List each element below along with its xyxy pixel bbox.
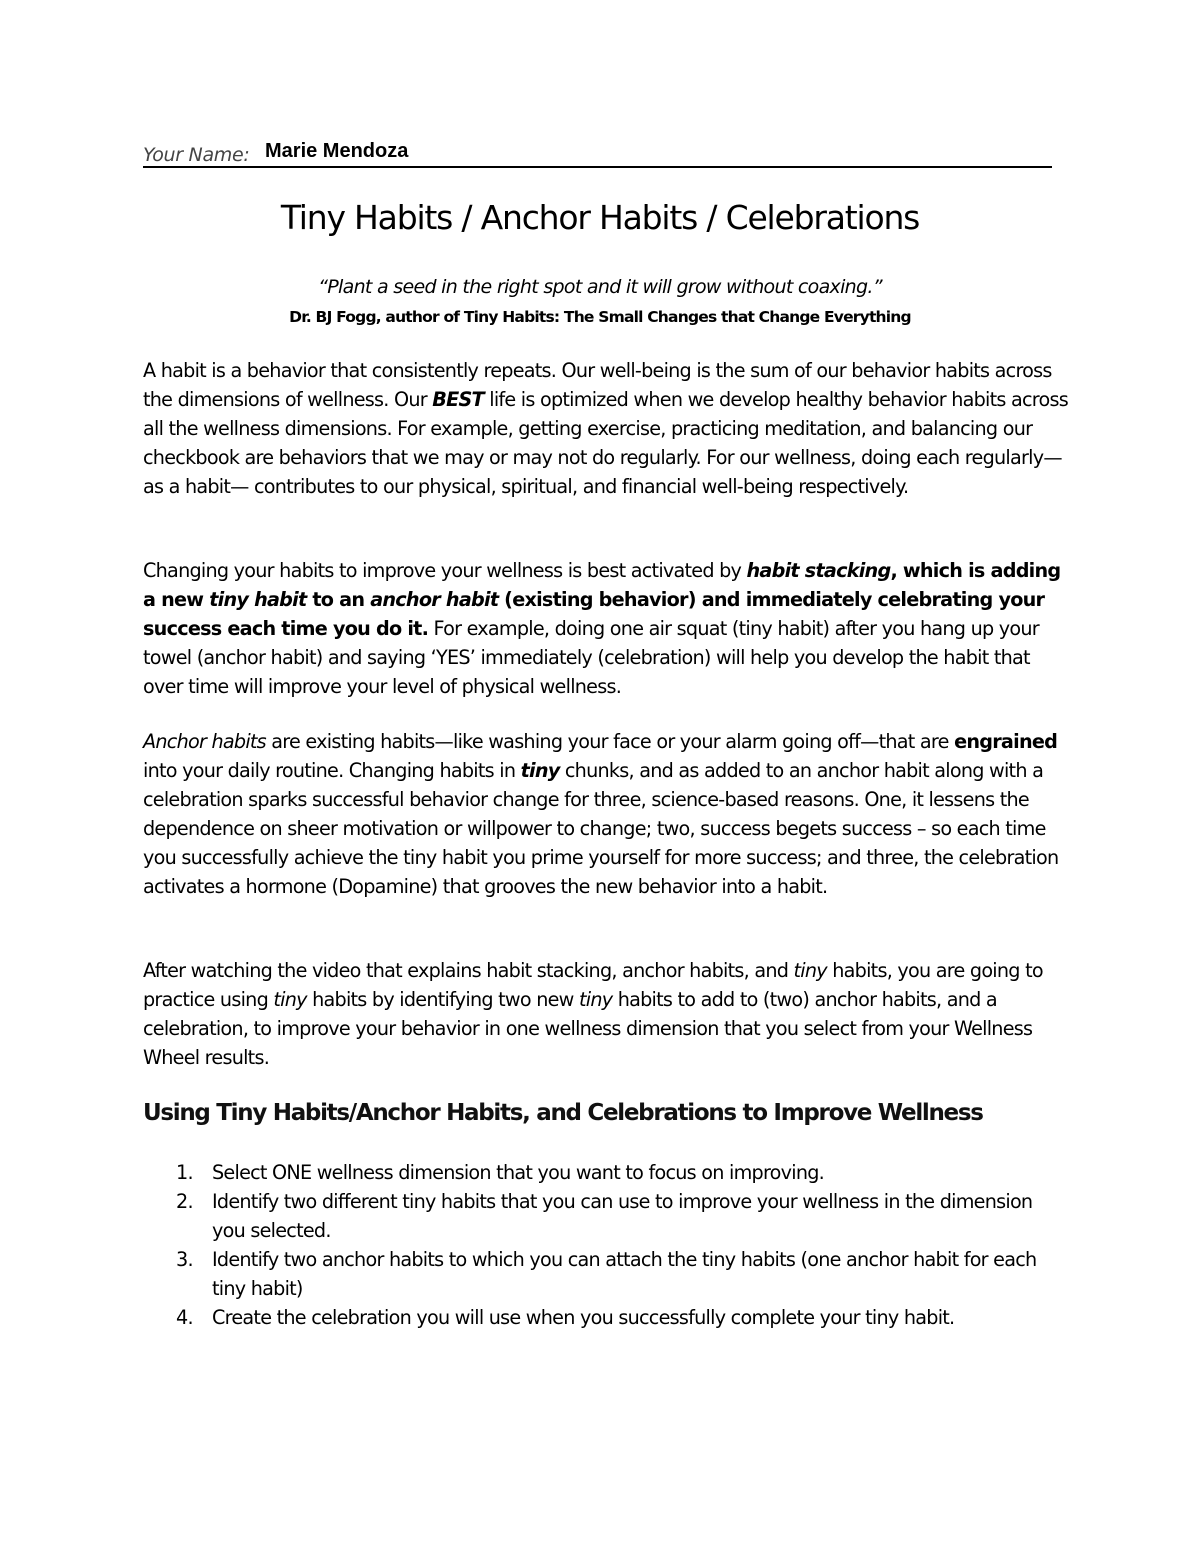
p4-text-4: habits to add to (two) anchor habits, and a celebration, to improve your behavior in one wellness dimension that you select from your Wellness Wheel results. bbox=[143, 988, 1033, 1069]
tiny-term-2: tiny bbox=[273, 988, 307, 1011]
p3-text-3: chunks, and as added to an anchor habit along with a celebration sparks successful behavior change for three, science-based reasons. One, it lessens the dependence on sheer motivation or willpower to change; two, success begets success – so each time you successfully achieve the tiny habit you prime yourself for more success; and three, the celebration activates a hormone (Dopamine) that grooves the new behavior into a habit. bbox=[143, 759, 1059, 898]
step-text: Identify two anchor habits to which you can attach the tiny habits (one anchor habit for each tiny habit) bbox=[212, 1248, 1037, 1300]
step-number: 4. bbox=[176, 1306, 193, 1329]
tiny-term-3: tiny bbox=[578, 988, 613, 1011]
steps-list bbox=[143, 1158, 1068, 1332]
list-item bbox=[143, 1245, 1068, 1303]
step-number: 2. bbox=[176, 1190, 193, 1213]
anchor-habits-term: Anchor habits bbox=[143, 730, 266, 753]
habit-stacking-term: habit stacking bbox=[746, 559, 891, 582]
step-text: Identify two different tiny habits that you can use to improve your wellness in the dimension you selected. bbox=[212, 1190, 1033, 1242]
engrained-term: engrained bbox=[954, 730, 1058, 753]
p2-bold-2: to an bbox=[306, 588, 371, 611]
list-item bbox=[143, 1187, 1068, 1245]
list-item bbox=[143, 1158, 1068, 1187]
p3-text-1: are existing habits—like washing your face or your alarm going off—that are bbox=[265, 730, 955, 753]
best-emphasis: BEST bbox=[432, 388, 484, 411]
paragraph-habit-stacking bbox=[143, 556, 1068, 701]
p1-text-1: A habit is a behavior that consistently repeats. Our well-being is the sum of our behavior habits across the dimensions of wellness. Our bbox=[143, 359, 1052, 411]
step-text: Create the celebration you will use when you successfully complete your tiny habit. bbox=[212, 1306, 955, 1329]
anchor-habit-term: anchor habit bbox=[370, 588, 499, 611]
p2-bold-1: , which is adding a new bbox=[143, 559, 1061, 611]
p4-text-1: After watching the video that explains habit stacking, anchor habits, and bbox=[143, 959, 794, 982]
page-title: Tiny Habits / Anchor Habits / Celebrations bbox=[280, 198, 920, 237]
quote: “Plant a seed in the right spot and it will grow without coaxing.” bbox=[318, 276, 882, 298]
section-heading: Using Tiny Habits/Anchor Habits, and Celebrations to Improve Wellness bbox=[143, 1100, 983, 1126]
paragraph-assignment bbox=[143, 956, 1068, 1072]
p2-text-1: Changing your habits to improve your wellness is best activated by bbox=[143, 559, 747, 582]
name-field[interactable]: Marie Mendoza bbox=[265, 140, 409, 162]
step-number: 3. bbox=[176, 1248, 193, 1271]
p2-bold-3: (existing behavior) and immediately celebrating your success each time you do it. bbox=[143, 588, 1045, 640]
p1-text-2: life is optimized when we develop healthy behavior habits across all the wellness dimensions. For example, getting exercise, practicing meditation, and balancing our checkbook are behaviors that we may or may not do regularly. For our wellness, doing each regularly—as a habit— contributes to our physical, spiritual, and financial well-being respectively. bbox=[143, 388, 1069, 498]
p4-text-3: habits by identifying two new bbox=[306, 988, 579, 1011]
p4-text-2: habits, you are going to practice using bbox=[143, 959, 1043, 1011]
tiny-habit-term: tiny habit bbox=[209, 588, 307, 611]
tiny-term: tiny bbox=[520, 759, 560, 782]
p3-text-2: into your daily routine. Changing habits in bbox=[143, 759, 521, 782]
step-text: Select ONE wellness dimension that you want to focus on improving. bbox=[212, 1161, 825, 1184]
tiny-term-1: tiny bbox=[793, 959, 827, 982]
list-item bbox=[143, 1303, 1068, 1332]
p2-text-2: For example, doing one air squat (tiny habit) after you hang up your towel (anchor habit) and saying ‘YES’ immediately (celebration) will help you develop the habit that over time will improve your level of physical wellness. bbox=[143, 617, 1039, 698]
step-number: 1. bbox=[176, 1161, 193, 1184]
paragraph-anchor-habits bbox=[143, 727, 1068, 901]
quote-attribution: Dr. BJ Fogg, author of Tiny Habits: The Small Changes that Change Everything bbox=[289, 308, 911, 326]
name-field-row bbox=[143, 136, 1052, 168]
paragraph-habit-definition bbox=[143, 356, 1068, 501]
name-label: Your Name: bbox=[143, 144, 250, 166]
